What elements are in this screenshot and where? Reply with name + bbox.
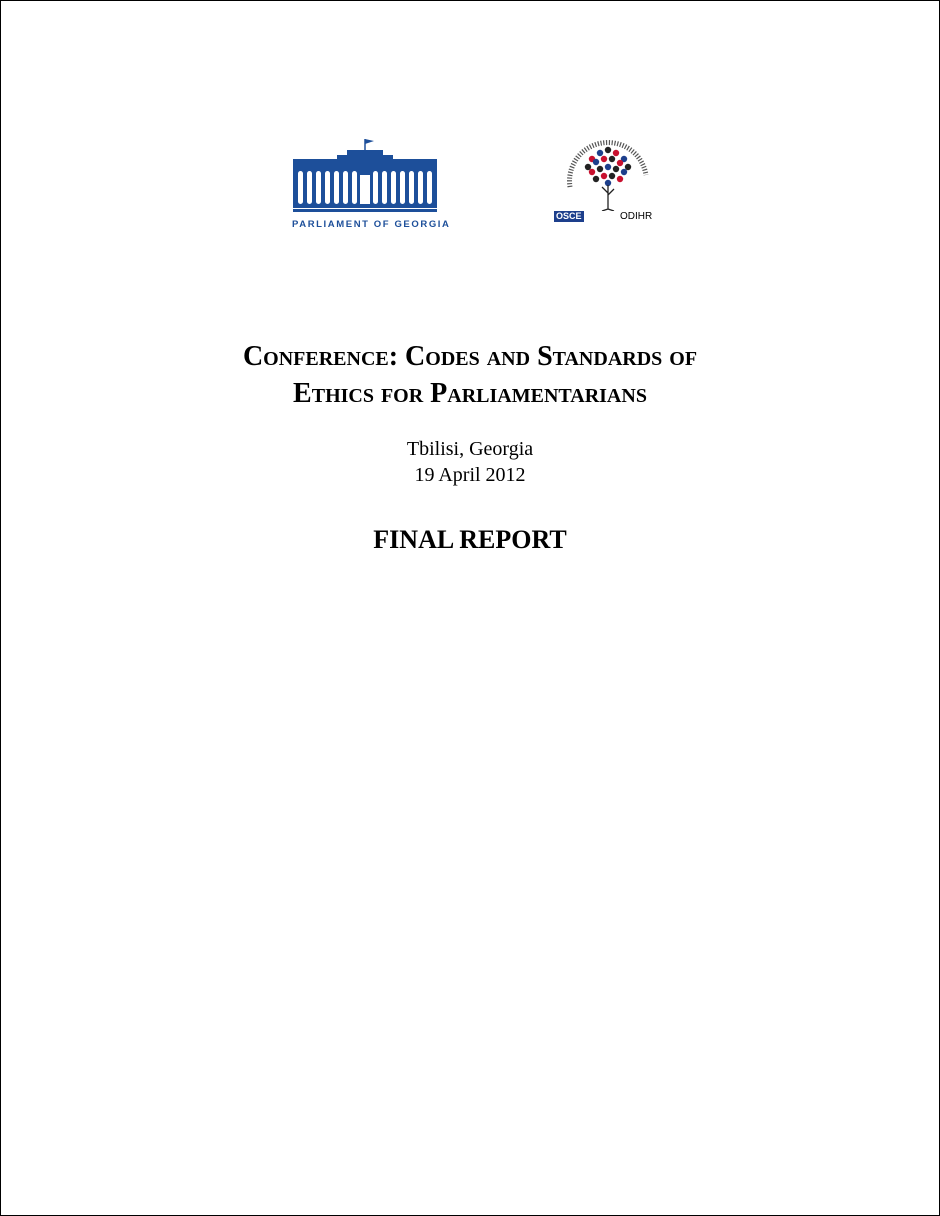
logo-bar [1, 129, 939, 229]
osce-label: OSCE [556, 211, 582, 221]
event-location: Tbilisi, Georgia [406, 438, 534, 460]
odihr-tree-icon [550, 129, 666, 211]
event-details [1, 436, 939, 488]
osce-odihr-logo [550, 129, 666, 229]
document-title [1, 338, 939, 412]
event-date: 19 April 2012 [414, 464, 526, 486]
title-line-2: Ethics for Parliamentarians [293, 378, 647, 409]
parliament-building-icon [292, 137, 438, 219]
odihr-label: ODIHR [620, 211, 653, 222]
report-label: FINAL REPORT [373, 525, 567, 554]
parliament-of-georgia-logo [292, 137, 451, 231]
parliament-caption: PARLIAMENT OF GEORGIA [292, 219, 451, 230]
title-line-1: Conference: Codes and Standards of [242, 341, 698, 372]
